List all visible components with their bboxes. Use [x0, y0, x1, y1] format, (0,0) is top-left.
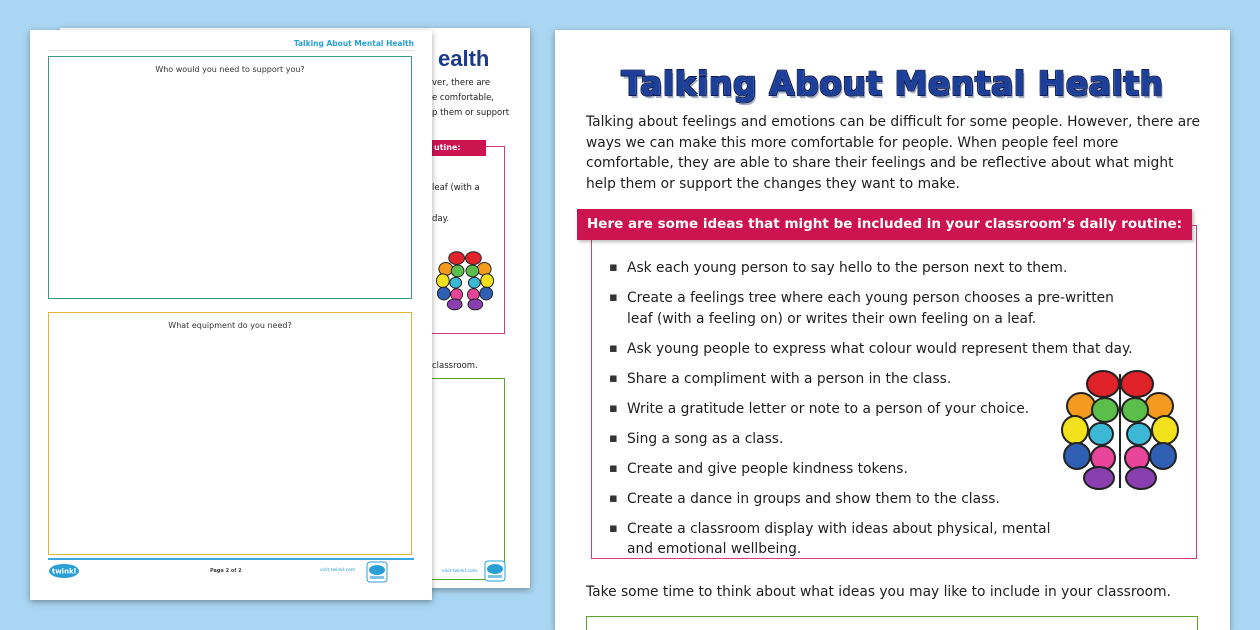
support-question: Who would you need to support you? — [155, 65, 305, 74]
list-item: ▪ Sing a song as a class. — [609, 430, 784, 447]
ideas-banner: Here are some ideas that might be included in your classroom’s daily routine: — [577, 209, 1192, 240]
list-item: ▪ Ask young people to express what colour would represent them that day. — [609, 340, 1133, 357]
idea-text: Share a compliment with a person in the class. — [627, 370, 952, 387]
list-item: ▪ Create a dance in groups and show them to the class. — [609, 490, 1000, 507]
idea-text: Ask young people to express what colour would represent them that day. — [627, 340, 1133, 357]
idea-text: Sing a song as a class. — [627, 430, 784, 447]
twinkl-badge-icon — [366, 561, 388, 583]
equipment-answer-box[interactable] — [48, 312, 412, 555]
brain-icon — [1055, 368, 1185, 493]
intro-paragraph: Talking about feelings and emotions can be difficult for some people. However, there are ways we can make this more comfortable for people. When people feel more comfortable, they are able to share their feelings and be reflective about what might help them or support the changes they want to make. — [586, 114, 1201, 192]
closing-paragraph: Take some time to think about what ideas you may like to include in your classroom. — [586, 584, 1171, 600]
list-item: ▪ Write a gratitude letter or note to a person of your choice. — [609, 400, 1030, 417]
idea-text: Create a classroom display with ideas about physical, mental and emotional wellbeing. — [627, 520, 1051, 557]
classroom-ideas-answer-box[interactable] — [586, 616, 1198, 630]
back-page-answer-box — [430, 378, 505, 580]
support-answer-box[interactable] — [48, 56, 412, 299]
back-page-intro: ver, there are e comfortable, p them or support — [432, 78, 510, 118]
list-item: ▪ Ask each young person to say hello to the person next to them. — [609, 260, 1068, 276]
back-page-visit-link: visit twinkl.com — [442, 569, 478, 574]
back-page-day-text: day. — [432, 214, 450, 224]
page-title: Talking About Mental Health — [621, 64, 1164, 103]
back-page-title: ealth — [438, 46, 490, 71]
back-page-classroom-text: classroom. — [432, 361, 478, 371]
worksheet-page-1 — [555, 30, 1230, 630]
page-number: Page 2 of 2 — [210, 568, 242, 574]
visit-link[interactable]: visit twinkl.com — [320, 568, 356, 573]
idea-text: Create a feelings tree where each young person chooses a pre-written leaf (with a feeling on) or writes their own feeling on a leaf. — [627, 290, 1114, 327]
idea-text: Create a dance in groups and show them to the class. — [627, 490, 1000, 507]
list-item: ▪ Share a compliment with a person in the class. — [609, 370, 952, 387]
twinkl-badge-icon — [484, 560, 506, 582]
equipment-question: What equipment do you need? — [168, 321, 292, 330]
brain-icon — [433, 233, 497, 329]
logo-text: twinkl — [51, 567, 77, 576]
back-page-banner: utine: — [432, 140, 486, 156]
page-header: Talking About Mental Health — [293, 39, 414, 48]
list-item: ▪ Create a classroom display with ideas about physical, mental and emotional wellbeing. — [609, 520, 1051, 557]
idea-text: Create and give people kindness tokens. — [627, 460, 908, 477]
twinkl-logo-icon — [48, 563, 80, 579]
idea-text: Write a gratitude letter or note to a person of your choice. — [627, 400, 1030, 417]
list-item: ▪ Create a feelings tree where each young person chooses a pre-written leaf (with a feeling on) or writes their own feeling on a leaf. — [609, 290, 1114, 327]
worksheet-page-2 — [30, 30, 432, 600]
back-page-leaf-text: leaf (with a — [432, 183, 480, 193]
list-item: ▪ Create and give people kindness tokens. — [609, 460, 908, 477]
idea-text: Ask each young person to say hello to the person next to them. — [627, 260, 1068, 276]
footer-divider — [48, 558, 414, 560]
header-divider — [48, 50, 414, 51]
